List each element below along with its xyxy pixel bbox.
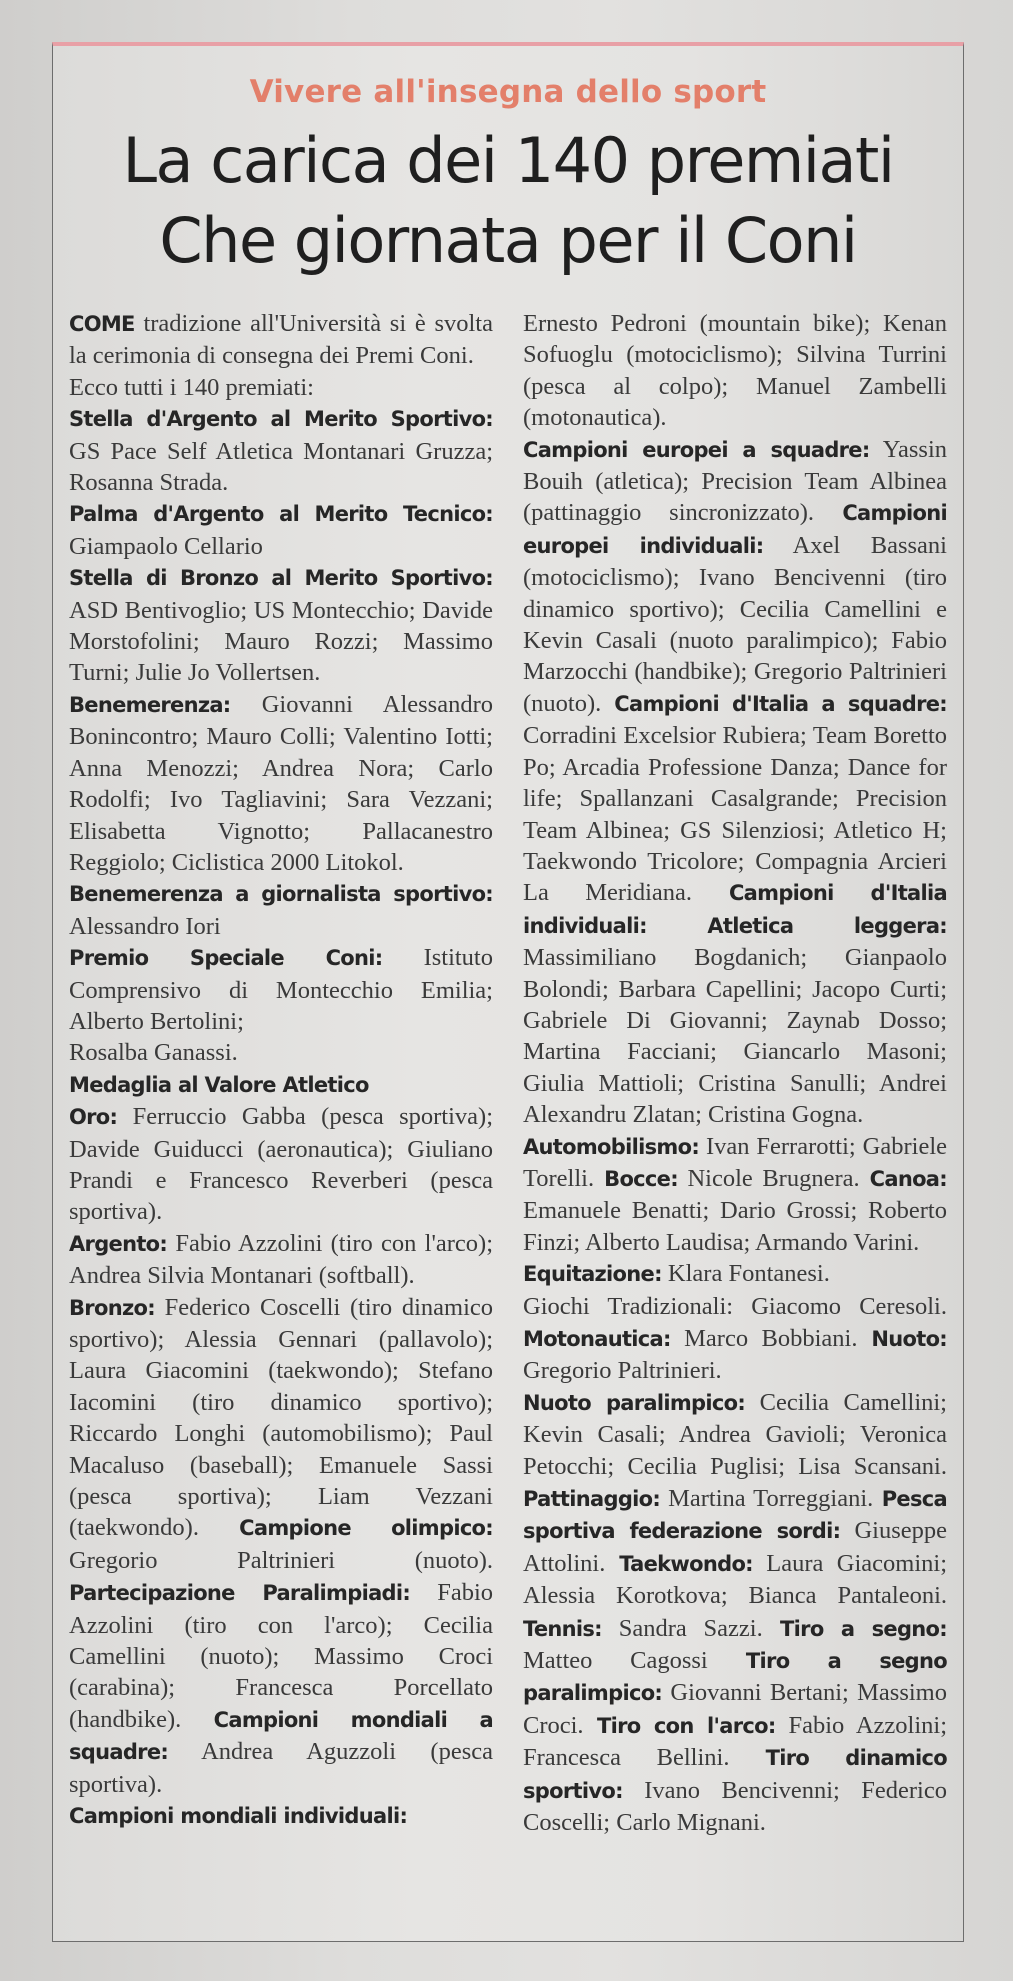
article-column-left bbox=[69, 308, 493, 1833]
text: Corradini Excelsior Rubiera; Team Boretto Po; Arcadia Professione Danza; Dance for life; Spallanzani Casalgrande; Precision Team Albinea; GS Silenziosi; Atletico H; Taekwondo Tricolore; Compagnia Arcieri La Meridiana. bbox=[523, 722, 947, 907]
text: Emanuele Benatti; Dario Grossi; Roberto Finzi; Alberto Laudisa; Armando Varini. bbox=[523, 1197, 947, 1256]
article-column-right bbox=[523, 308, 947, 1839]
section-heading: Campione olimpico: bbox=[198, 1516, 493, 1541]
text: Sandra Sazzi. bbox=[601, 1614, 763, 1642]
section-heading: Canoa: bbox=[859, 1166, 947, 1191]
section-heading: Bocce: bbox=[594, 1166, 678, 1191]
text: Axel Bassani (motociclismo); Ivano Bencivenni (tiro dinamico sportivo); Cecilia Camellini e Kevin Casali (nuoto paralimpico); Fabio Marzocchi (handbike); Gregorio Paltrinieri (nuoto). bbox=[523, 531, 947, 717]
paragraph bbox=[69, 942, 493, 1037]
text: Ivano Bencivenni; Federico Coscelli; Carlo Mignani. bbox=[523, 1776, 947, 1837]
text: Gregorio Paltrinieri. bbox=[523, 1357, 722, 1385]
section-heading: Motonautica: bbox=[523, 1327, 671, 1351]
text: Gregorio Paltrinieri (nuoto). bbox=[69, 1546, 493, 1574]
text: Matteo Cagossi bbox=[523, 1647, 708, 1675]
section-heading: Nuoto paralimpico: bbox=[523, 1390, 746, 1415]
paragraph bbox=[69, 1800, 493, 1832]
text: Ecco tutti i 140 premiati: bbox=[69, 373, 314, 401]
section-heading: Automobilismo: bbox=[523, 1134, 700, 1159]
paragraph bbox=[69, 1101, 493, 1228]
section-heading: Campioni mondiali individuali: bbox=[69, 1804, 408, 1829]
section-heading: Premio Speciale Coni: bbox=[69, 946, 383, 971]
text: Yassin Bouih (atletica); Precision Team Albinea (pattinaggio sincronizzato). bbox=[523, 435, 947, 527]
paragraph bbox=[523, 1258, 947, 1290]
section-heading: Tiro a segno: bbox=[762, 1616, 947, 1641]
paragraph bbox=[523, 1131, 947, 1259]
paragraph bbox=[69, 372, 493, 403]
paragraph bbox=[69, 1292, 493, 1801]
text: Ernesto Pedroni (mountain bike); Kenan Sofuoglu (motociclismo); Silvina Turrini (pesca al colpo); Manuel Zambelli (motonautica). bbox=[523, 310, 947, 432]
section-heading: Oro: bbox=[69, 1105, 118, 1130]
section-heading: Campioni europei individuali: bbox=[523, 501, 947, 558]
text: Cecilia Camellini; Kevin Casali; Andrea Gavioli; Veronica Petocchi; Cecilia Puglisi; Lisa Scansani. bbox=[523, 1388, 947, 1480]
section-heading: Benemerenza a giornalista sportivo: bbox=[69, 882, 493, 907]
text: Giampaolo Cellario bbox=[69, 532, 263, 560]
section-heading: Nuoto: bbox=[857, 1327, 947, 1351]
text: Nicole Brugnera. bbox=[677, 1164, 860, 1192]
text: Massimiliano Bogdanich; Gianpaolo Bolondi; Barbara Capellini; Jacopo Curti; Gabriele Di Giovanni; Zaynab Dosso; Martina Facciani; Giancarlo Masoni; Giulia Mattioli; Cristina Sanulli; Andrei Alexandru Zlatan; Cristina Gogna. bbox=[523, 944, 947, 1129]
section-heading: Partecipazione Paralimpiadi: bbox=[69, 1581, 411, 1606]
paragraph bbox=[69, 1069, 493, 1101]
text: Laura Giacomini; Alessia Korotkova; Bianca Pantaleoni. bbox=[523, 1549, 947, 1610]
text: Ferruccio Gabba (pesca sportiva); Davide Guiducci (aeronautica); Giuliano Prandi e Francesco Reverberi (pesca sportiva). bbox=[69, 1103, 493, 1226]
kicker: Vivere all'insegna dello sport bbox=[249, 74, 767, 110]
paragraph bbox=[523, 308, 947, 434]
section-heading: Benemerenza: bbox=[69, 692, 231, 717]
text: Marco Bobbiani. bbox=[670, 1325, 858, 1352]
text: Giochi Tradizionali: Giacomo Ceresoli. bbox=[523, 1292, 947, 1320]
section-heading: Stella d'Argento al Merito Sportivo: bbox=[69, 407, 493, 432]
text: Alessandro Iori bbox=[69, 912, 221, 940]
section-heading: Pesca sportiva federazione sordi: bbox=[523, 1487, 947, 1544]
text: Giovanni Bertani; Massimo Croci. bbox=[523, 1679, 947, 1739]
section-heading: Campioni d'Italia a squadre: bbox=[601, 691, 947, 716]
paragraph bbox=[69, 308, 493, 372]
section-heading: Palma d'Argento al Merito Tecnico: bbox=[69, 502, 493, 527]
section-heading: Campioni d'Italia individuali: Atletica leggera: bbox=[523, 881, 947, 938]
section-heading: Taekwondo: bbox=[605, 1551, 753, 1576]
text: Andrea Aguzzoli (pesca sportiva). bbox=[69, 1738, 493, 1798]
text: Fabio Azzolini; Francesca Bellini. bbox=[523, 1711, 948, 1772]
text: Fabio Azzolini (tiro con l'arco); Andrea Silvia Montanari (softball). bbox=[69, 1229, 493, 1290]
text: Rosalba Ganassi. bbox=[69, 1039, 238, 1067]
section-heading: Pattinaggio: bbox=[523, 1487, 661, 1512]
paragraph bbox=[69, 403, 493, 498]
section-heading: Campioni mondiali a squadre: bbox=[69, 1707, 493, 1765]
section-heading: Tiro dinamico sportivo: bbox=[523, 1746, 948, 1803]
paragraph bbox=[69, 1228, 493, 1292]
section-heading: Equitazione: bbox=[523, 1262, 662, 1287]
paragraph bbox=[69, 562, 493, 689]
text: ASD Bentivoglio; US Montecchio; Davide Morstofolini; Mauro Rozzi; Massimo Turni; Julie Jo Vollertsen. bbox=[69, 596, 493, 687]
section-heading: Stella di Bronzo al Merito Sportivo: bbox=[69, 566, 493, 591]
paragraph bbox=[69, 878, 493, 942]
paragraph bbox=[523, 1387, 947, 1839]
lead-word: COME bbox=[69, 312, 135, 336]
paragraph bbox=[523, 434, 947, 1131]
text: Giovanni Alessandro Bonincontro; Mauro Colli; Valentino Iotti; Anna Menozzi; Andrea Nora; Carlo Rodolfi; Ivo Tagliavini; Sara Vezzani; Elisabetta Vignotto; Pallacanestro Reggiolo; Ciclistica 2000 Litokol. bbox=[69, 690, 493, 876]
section-heading: Bronzo: bbox=[69, 1295, 155, 1320]
section-heading: Tiro a segno paralimpico: bbox=[523, 1649, 947, 1706]
section-heading: Argento: bbox=[69, 1231, 168, 1256]
paragraph bbox=[69, 689, 493, 878]
paragraph bbox=[69, 1037, 493, 1068]
text: GS Pace Self Atletica Montanari Gruzza; Rosanna Strada. bbox=[69, 437, 493, 497]
section-heading: Campioni europei a squadre: bbox=[523, 437, 870, 462]
text: Istituto Comprensivo di Montecchio Emilia; Alberto Bertolini; bbox=[69, 944, 493, 1035]
headline-line-1: La carica dei 140 premiati bbox=[122, 124, 894, 197]
paragraph bbox=[69, 498, 493, 562]
paragraph bbox=[523, 1291, 947, 1387]
section-heading: Medaglia al Valore Atletico bbox=[69, 1072, 369, 1097]
text: Martina Torreggiani. bbox=[660, 1485, 874, 1513]
text: Fabio Azzolini (tiro con l'arco); Cecilia Camellini (nuoto); Massimo Croci (carabina); Francesca Porcellato (handbike). bbox=[69, 1579, 494, 1733]
text: Klara Fontanesi. bbox=[661, 1260, 830, 1288]
headline-line-2: Che giornata per il Coni bbox=[159, 204, 857, 277]
text: Giuseppe Attolini. bbox=[523, 1517, 947, 1577]
text: Federico Coscelli (tiro dinamico sportivo); Alessia Gennari (pallavolo); Laura Giacomini (taekwondo); Stefano Iacomini (tiro dinamico sportivo); Riccardo Longhi (automobilismo); Paul Macaluso (baseball); Emanuele Sassi (pesca sportiva); Liam Vezzani (taekwondo). bbox=[69, 1293, 493, 1542]
section-heading: Tiro con l'arco: bbox=[583, 1713, 776, 1738]
text: tradizione all'Università si è svolta la cerimonia di consegna dei Premi Coni. bbox=[69, 310, 493, 370]
article-box bbox=[52, 42, 964, 1942]
section-heading: Tennis: bbox=[523, 1616, 602, 1641]
text: Ivan Ferrarotti; Gabriele Torelli. bbox=[523, 1132, 947, 1192]
